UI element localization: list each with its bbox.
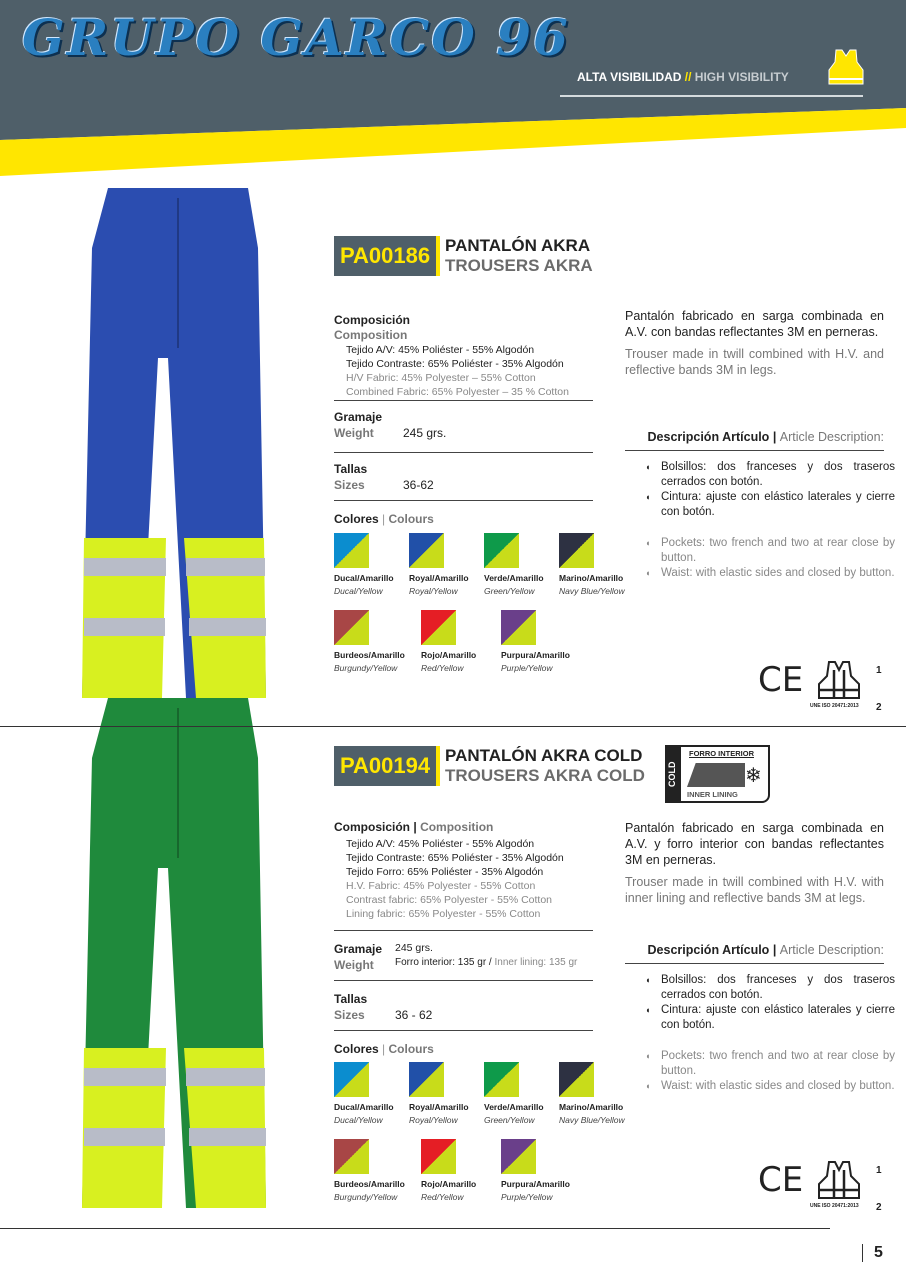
vest-icon [828,48,864,86]
composition-label [334,820,493,834]
sizes-value: 36 - 62 [395,1008,433,1022]
iso-standard: UNE ISO 20471:2013 [810,703,859,709]
product-code: PA00186 [334,236,440,276]
composition-label-es: Composición [334,820,411,834]
swatch-chip [334,610,369,645]
product-name-en: TROUSERS AKRA COLD [445,766,645,785]
colour-swatch: Rojo/Amarillo Red/Yellow [421,610,476,675]
feature-item: ◖ Pockets: two french and two at rear close by button. [645,536,895,566]
swatch-chip [334,533,369,568]
trouser-image [78,698,278,1210]
product-name [445,236,593,276]
feature-item: ◖ Cintura: ajuste con elástico laterales y cierre con botón. [645,490,895,520]
composition-label-en: Composition [420,820,494,834]
colour-swatch: Verde/Amarillo Green/Yellow [484,533,544,598]
divider [334,500,593,501]
hi-vis-vest-pictogram [815,660,863,700]
ce-mark: CE [758,660,804,700]
composition-line-en: H/V Fabric: 45% Polyester – 55% Cotton [346,372,536,384]
colour-swatch: Marino/Amarillo Navy Blue/Yellow [559,533,625,598]
sizes-label-en: Sizes [334,1008,365,1022]
header-rule [560,95,863,97]
product-name-en: TROUSERS AKRA [445,256,593,275]
swatch-chip [559,1062,594,1097]
product-name [445,746,645,786]
colour-swatch: Purpura/Amarillo Purple/Yellow [501,1139,570,1204]
trouser-image [78,188,278,700]
weight-label-en: Weight [334,426,374,440]
badge-lining-shape [687,763,745,787]
spacer [645,1033,895,1049]
composition-list [334,343,569,399]
colour-swatch: Ducal/Amarillo Ducal/Yellow [334,1062,394,1127]
swatch-chip [484,1062,519,1097]
class-bottom: 2 [876,1202,882,1213]
class-bottom: 2 [876,702,882,713]
category-en: HIGH VISIBILITY [694,70,789,84]
swatch-chip [501,1139,536,1174]
composition-line: Tejido Contraste: 65% Poliéster - 35% Algodón [346,358,564,370]
feature-item: ◖ Bolsillos: dos franceses y dos traseros cerrados con botón. [645,973,895,1003]
swatch-chip [501,610,536,645]
divider [334,452,593,453]
composition-line-en: Contrast fabric: 65% Polyester - 55% Cotton [346,894,553,906]
composition-label-en: Composition [334,328,408,342]
swatch-chip [409,1062,444,1097]
colour-swatch: Marino/Amarillo Navy Blue/Yellow [559,1062,625,1127]
colours-label: Colores | Colours [334,512,434,526]
badge-bottom: INNER LINING [687,790,738,799]
feature-list [645,973,895,1094]
cold-lining-badge [665,745,770,803]
weight-value: 245 grs. [403,426,447,440]
colour-swatch: Purpura/Amarillo Purple/Yellow [501,610,570,675]
section-divider [0,1228,830,1229]
article-description-title: Descripción Artículo | Article Description: [625,430,884,451]
sizes-value: 36-62 [403,478,434,492]
colour-swatch: Royal/Amarillo Royal/Yellow [409,533,469,598]
separator: // [684,70,692,84]
divider [334,400,593,401]
colour-swatch: Rojo/Amarillo Red/Yellow [421,1139,476,1204]
swatch-chip [421,1139,456,1174]
product-description: Pantalón fabricado en sarga combinada en A.V. con bandas reflectantes 3M en perneras. Trouser made in twill combined with H.V. and reflective bands 3M in legs. [625,309,884,377]
colour-swatch: Burdeos/Amarillo Burgundy/Yellow [334,1139,405,1204]
swatch-chip [409,533,444,568]
category-title [577,70,789,84]
class-top: 1 [876,1165,882,1176]
weight-value: 245 grs. [395,942,433,954]
section-divider [0,726,906,727]
class-top: 1 [876,665,882,676]
composition-list [334,837,564,921]
colour-swatch: Burdeos/Amarillo Burgundy/Yellow [334,610,405,675]
swatch-chip [484,533,519,568]
sizes-label-es: Tallas [334,992,368,1006]
feature-item: ◖ Pockets: two french and two at rear close by button. [645,1049,895,1079]
pipe: | [413,820,417,834]
iso-standard: UNE ISO 20471:2013 [810,1203,859,1209]
colours-label: Colores | Colours [334,1042,434,1056]
composition-line: Tejido A/V: 45% Poliéster - 55% Algodón [346,344,535,356]
lining-weight: Forro interior: 135 gr / Inner lining: 135 gr [395,957,578,968]
product-name-es: PANTALÓN AKRA COLD [445,746,643,765]
product-code: PA00194 [334,746,440,786]
composition-line-en: Combined Fabric: 65% Polyester – 35 % Cotton [346,386,569,398]
feature-item: ◖ Bolsillos: dos franceses y dos traseros cerrados con botón. [645,460,895,490]
article-description-title: Descripción Artículo | Article Description: [625,943,884,964]
snowflake-icon: ❄ [745,765,762,787]
composition-line-en: H.V. Fabric: 45% Polyester - 55% Cotton [346,880,536,892]
sizes-label-en: Sizes [334,478,365,492]
weight-label-en: Weight [334,958,374,972]
hi-vis-vest-pictogram [815,1160,863,1200]
category-es: ALTA VISIBILIDAD [577,70,682,84]
divider [334,980,593,981]
weight-label-es: Gramaje [334,942,383,956]
logo: GRUPO GARCO 96 [22,8,570,67]
ce-mark: CE [758,1160,804,1200]
colour-swatch: Ducal/Amarillo Ducal/Yellow [334,533,394,598]
product-description: Pantalón fabricado en sarga combinada en A.V. y forro interior con bandas reflectantes 3M en perneras. Trouser made in twill combined with H.V. with inner lining and reflective bands 3M at legs. [625,821,884,905]
feature-list [645,460,895,581]
page-number-bar [862,1244,863,1262]
spacer [645,520,895,536]
divider [334,1030,593,1031]
feature-item: ◖ Cintura: ajuste con elástico laterales y cierre con botón. [645,1003,895,1033]
composition-label-es: Composición [334,313,411,327]
badge-top: FORRO INTERIOR [689,749,754,758]
colour-swatch: Royal/Amarillo Royal/Yellow [409,1062,469,1127]
swatch-chip [334,1139,369,1174]
divider [334,930,593,931]
composition-line: Tejido Forro: 65% Poliéster - 35% Algodón [346,866,544,878]
colour-swatch: Verde/Amarillo Green/Yellow [484,1062,544,1127]
swatch-chip [421,610,456,645]
swatch-chip [334,1062,369,1097]
page-number: 5 [874,1244,883,1261]
composition-line: Tejido A/V: 45% Poliéster - 55% Algodón [346,838,535,850]
badge-cold: COLD [667,747,681,801]
sizes-label-es: Tallas [334,462,368,476]
weight-label-es: Gramaje [334,410,383,424]
product-name-es: PANTALÓN AKRA [445,236,591,255]
composition-line-en: Lining fabric: 65% Polyester - 55% Cotton [346,908,541,920]
feature-item: ◖ Waist: with elastic sides and closed by button. [645,1079,895,1094]
feature-item: ◖ Waist: with elastic sides and closed by button. [645,566,895,581]
swatch-chip [559,533,594,568]
composition-line: Tejido Contraste: 65% Poliéster - 35% Algodón [346,852,564,864]
